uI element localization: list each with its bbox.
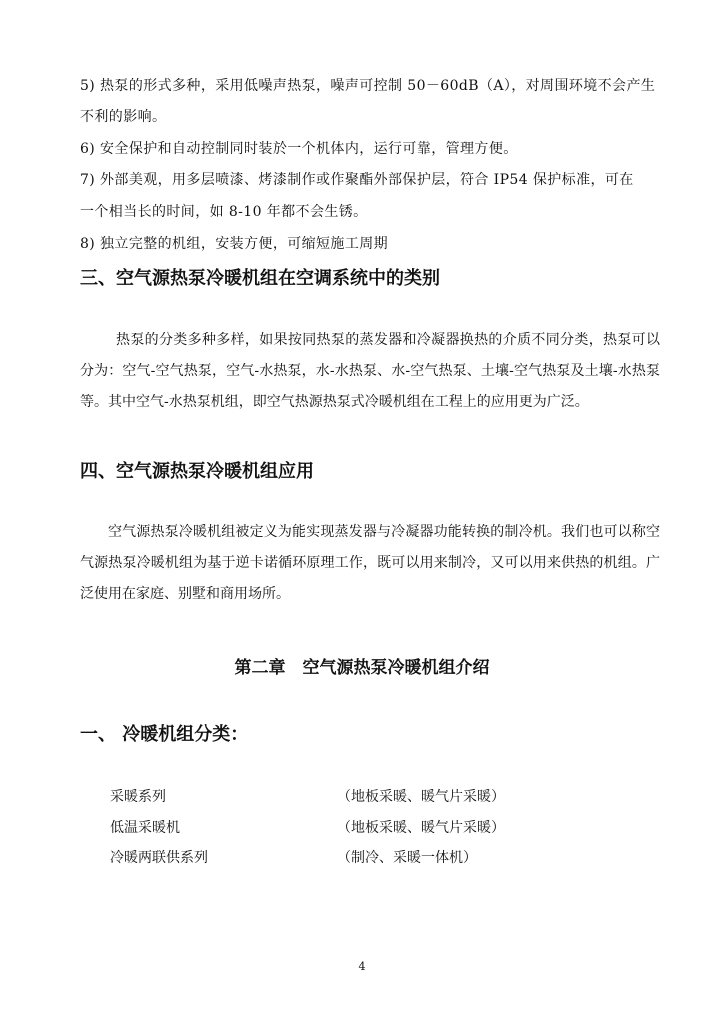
feature-line-5-cont: 不利的影响。 xyxy=(80,109,167,125)
category-name-2: 低温采暖机 xyxy=(110,820,180,836)
category-note-3: （制冷、采暖一体机） xyxy=(337,850,477,866)
section3-heading: 三、空气源热泵冷暖机组在空调系统中的类别 xyxy=(80,268,440,289)
feature-line-6: 6) 安全保护和自动控制同时装於一个机体内，运行可靠，管理方便。 xyxy=(80,141,518,157)
category-note-1: （地板采暖、暖气片采暖） xyxy=(337,789,505,805)
category-note-2: （地板采暖、暖气片采暖） xyxy=(337,820,505,836)
category-name-3: 冷暖两联供系列 xyxy=(110,850,208,866)
section3-body: 热泵的分类多种多样，如果按同热泵的蒸发器和冷凝器换热的介质不同分类，热泵可以分为：空气-空气热泵，空气-水热泵，水-水热泵、水-空气热泵、土壤-空气热泵及土壤-水热泵等。其中空气-水热泵机组，即空气热源热泵式冷暖机组在工程上的应用更为广泛。 xyxy=(80,332,660,410)
feature-line-7: 7) 外部美观，用多层喷漆、烤漆制作或作聚酯外部保护层，符合 IP54 保护标准，可在 xyxy=(80,172,634,188)
feature-line-8: 8) 独立完整的机组，安装方便，可缩短施工周期 xyxy=(80,236,389,252)
section4-heading: 四、空气源热泵冷暖机组应用 xyxy=(80,461,314,482)
feature-line-7-cont: 一个相当长的时间，如 8-10 年都不会生锈。 xyxy=(80,204,368,220)
section4-body: 空气源热泵冷暖机组被定义为能实现蒸发器与冷凝器功能转换的制冷机。我们也可以称空气源热泵冷暖机组为基于逆卡诺循环原理工作，既可以用来制冷，又可以用来供热的机组。广泛使用在家庭、别墅和商用场所。 xyxy=(80,524,660,602)
feature-line-5: 5) 热泵的形式多种，采用低噪声热泵，噪声可控制 50－60dB（A），对周围环境不会产生 xyxy=(80,78,656,94)
category-name-1: 采暖系列 xyxy=(110,789,166,805)
page-number: 4 xyxy=(358,960,366,973)
chapter-title: 第二章 空气源热泵冷暖机组介绍 xyxy=(234,658,490,678)
section1-heading: 一、 冷暖机组分类： xyxy=(80,724,249,745)
